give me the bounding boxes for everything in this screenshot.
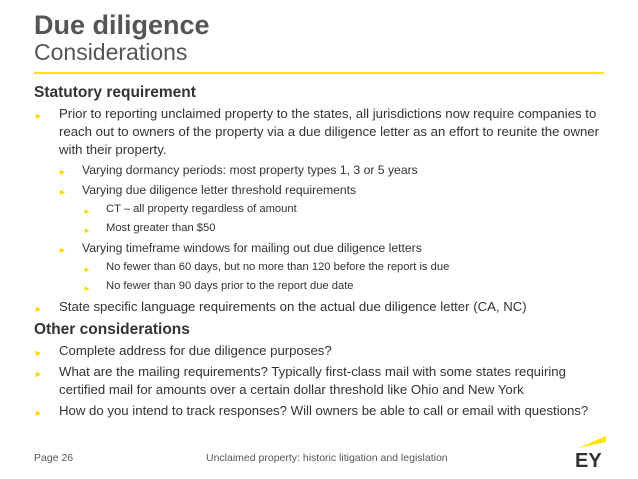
ey-logo-icon [572, 433, 608, 469]
sub-bullet-item [34, 182, 614, 198]
ey-logo-text: EY [575, 450, 602, 469]
bullet-arrow-icon: ► [83, 284, 91, 293]
bullet-arrow-icon: ► [58, 167, 67, 177]
bullet-text: No fewer than 60 days, but no more than 120 before the report is due [106, 261, 450, 273]
bullet-item [34, 298, 614, 316]
bullet-text: Prior to reporting unclaimed property to the states, all jurisdictions now require companies to reach out to owners of the property via a due diligence letter as an effort to reunite the owner with their property. [59, 106, 600, 157]
bullet-arrow-icon: ► [83, 207, 91, 216]
slide-subtitle: Considerations [34, 39, 188, 65]
footer-caption: Unclaimed property: historic litigation and legislation [206, 452, 448, 464]
bullet-arrow-icon: ► [58, 245, 67, 255]
bullet-arrow-icon: ► [34, 408, 43, 418]
page-number: Page 26 [34, 452, 74, 464]
bullet-text: Varying dormancy periods: most property types 1, 3 or 5 years [82, 163, 418, 177]
bullet-text: How do you intend to track responses? Will owners be able to call or email with questions? [59, 403, 589, 418]
sub-bullet-item [34, 240, 614, 256]
bullet-text: Complete address for due diligence purposes? [59, 343, 332, 358]
slide-body [34, 83, 614, 423]
bullet-text: Varying due diligence letter threshold requirements [82, 183, 357, 197]
bullet-text: Varying timeframe windows for mailing out due diligence letters [82, 241, 422, 255]
bullet-arrow-icon: ► [34, 304, 43, 314]
bullet-item [34, 402, 614, 420]
bullet-text: What are the mailing requirements? Typically first-class mail with some states requiring certified mail for amounts over a certain dollar threshold like Ohio and New York [59, 364, 566, 397]
ey-logo-beam [578, 436, 606, 448]
bullet-arrow-icon: ► [34, 369, 43, 379]
bullet-text: No fewer than 90 days prior to the report due date [106, 280, 354, 292]
bullet-item [34, 105, 614, 159]
bullet-text: Most greater than $50 [106, 222, 216, 234]
bullet-item [34, 363, 614, 399]
sub-bullet-item [34, 162, 614, 178]
bullet-arrow-icon: ► [34, 111, 43, 121]
bullet-item [34, 342, 614, 360]
slide-title: Due diligence [34, 10, 210, 40]
sub-sub-bullet-item [34, 279, 614, 294]
bullet-text: State specific language requirements on the actual due diligence letter (CA, NC) [59, 299, 527, 314]
sub-sub-bullet-item [34, 202, 614, 217]
sub-sub-bullet-item [34, 260, 614, 275]
section-heading-other: Other considerations [34, 321, 190, 338]
bullet-arrow-icon: ► [83, 226, 91, 235]
bullet-arrow-icon: ► [58, 187, 67, 197]
bullet-arrow-icon: ► [34, 348, 43, 358]
bullet-text: CT – all property regardless of amount [106, 203, 297, 215]
section-heading-statutory: Statutory requirement [34, 84, 196, 101]
sub-sub-bullet-item [34, 221, 614, 236]
bullet-arrow-icon: ► [83, 265, 91, 274]
title-underline [34, 72, 604, 74]
